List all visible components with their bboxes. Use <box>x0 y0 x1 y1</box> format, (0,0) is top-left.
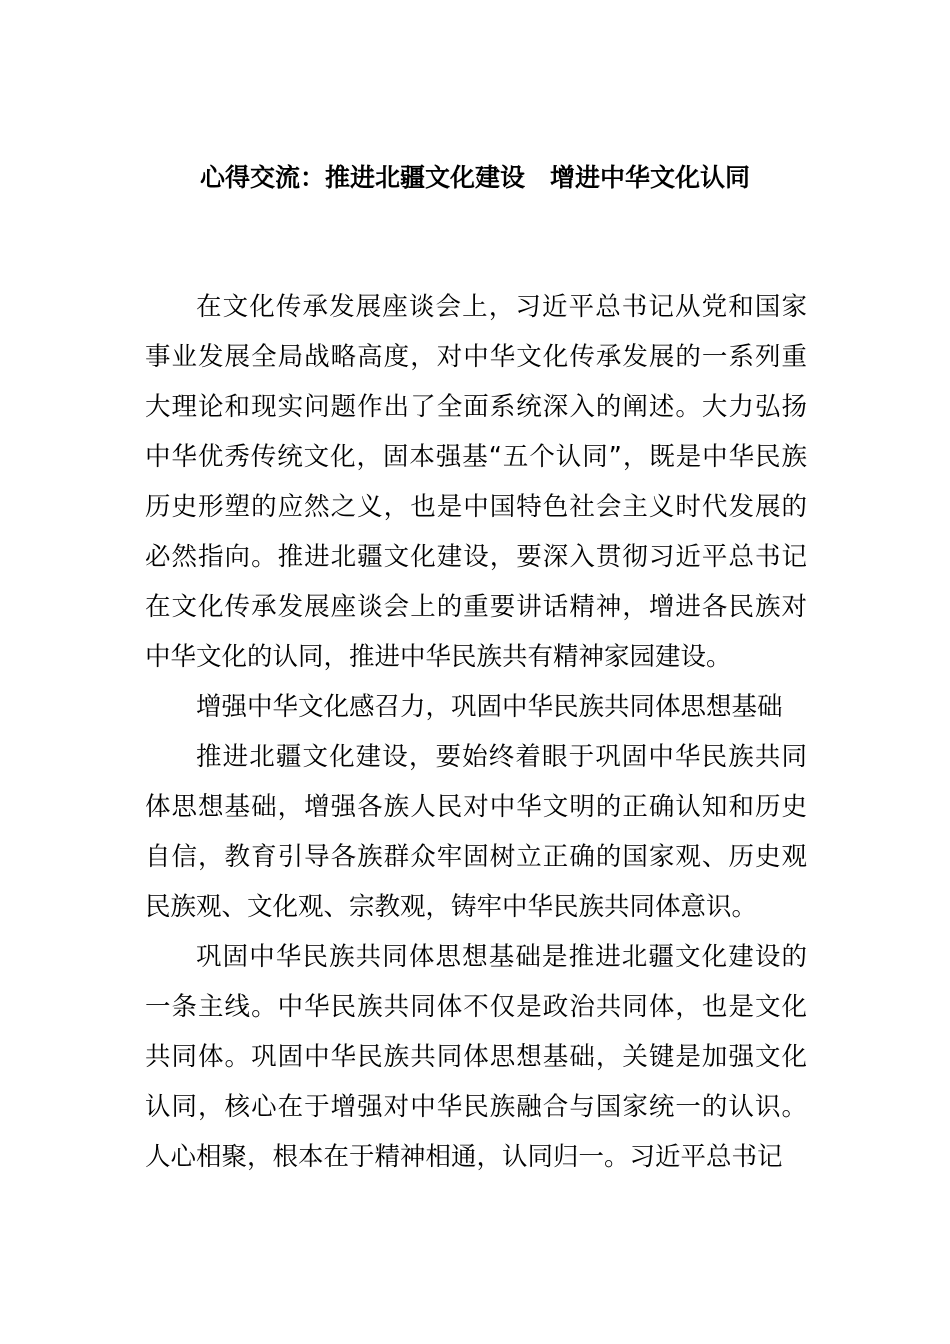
document-body <box>145 282 807 1182</box>
document-title: 心得交流：推进北疆文化建设 增进中华文化认同 <box>199 163 750 192</box>
paragraph-intro: 在文化传承发展座谈会上，习近平总书记从党和国家事业发展全局战略高度，对中华文化传承发展的一系列重大理论和现实问题作出了全面系统深入的阐述。大力弘扬中华优秀传统文化，固本强基“五个认同”，既是中华民族历史形塑的应然之义，也是中国特色社会主义时代发展的必然指向。推进北疆文化建设，要深入贯彻习近平总书记在文化传承发展座谈会上的重要讲话精神，增进各民族对中华文化的认同，推进中华民族共有精神家园建设。 <box>145 292 807 672</box>
paragraph-section-1: 推进北疆文化建设，要始终着眼于巩固中华民族共同体思想基础，增强各族人民对中华文明的正确认知和历史自信，教育引导各族群众牢固树立正确的国家观、历史观民族观、文化观、宗教观，铸牢中华民族共同体意识。 <box>145 742 807 922</box>
paragraph-section-2: 巩固中华民族共同体思想基础是推进北疆文化建设的一条主线。中华民族共同体不仅是政治共同体，也是文化共同体。巩固中华民族共同体思想基础，关键是加强文化认同，核心在于增强对中华民族融合与国家统一的认识。人心相聚，根本在于精神相通，认同归一。习近平总书记 <box>145 942 807 1172</box>
section-heading: 增强中华文化感召力，巩固中华民族共同体思想基础 <box>196 692 783 722</box>
